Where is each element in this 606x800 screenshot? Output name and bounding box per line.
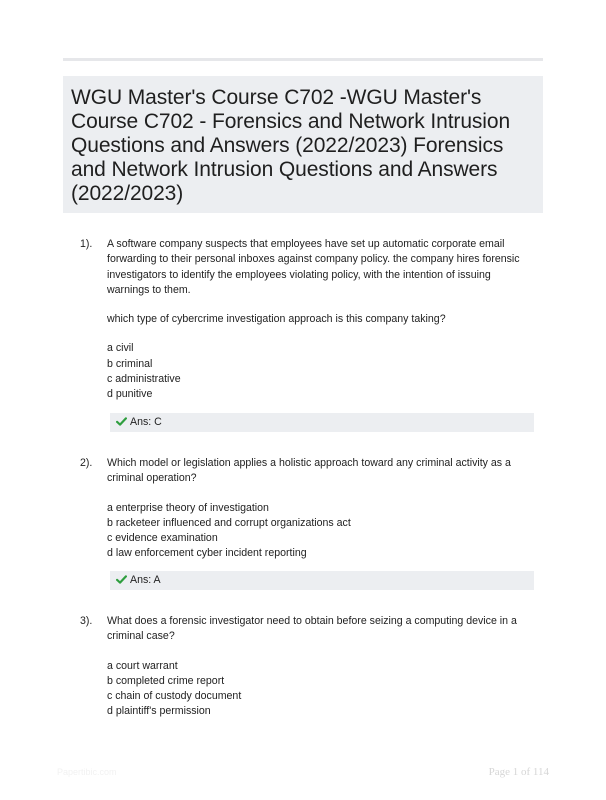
title-banner	[63, 76, 543, 213]
option-d: d law enforcement cyber incident reporting	[107, 547, 307, 560]
option-d: d punitive	[107, 388, 153, 401]
option-a: a civil	[107, 342, 134, 355]
check-icon	[116, 574, 127, 585]
answer-bar-2	[110, 571, 534, 590]
option-b: b completed crime report	[107, 674, 225, 687]
page-number: Page 1 of 114	[488, 766, 549, 778]
question-prompt: which type of cybercrime investigation approach is this company taking?	[107, 313, 446, 326]
option-a: a court warrant	[107, 659, 178, 672]
question-body	[107, 614, 535, 720]
options-list	[107, 659, 535, 720]
option-c: c chain of custody document	[107, 690, 242, 703]
option-b: b criminal	[107, 357, 153, 370]
answer-bar-1	[110, 413, 534, 432]
option-a: a enterprise theory of investigation	[107, 501, 269, 514]
top-divider	[63, 58, 543, 61]
question-text: A software company suspects that employees have set up automatic corporate email forwarding to their personal inboxes against company policy. the company hires forensic investigators to identify the employees violating policy, with the intention of issuing warnings to them.	[107, 238, 520, 296]
question-number: 2).	[80, 457, 93, 469]
question-number: 1).	[80, 238, 93, 250]
question-number: 3).	[80, 615, 93, 627]
footer-watermark: Papertibic.com	[57, 767, 117, 777]
question-body	[107, 456, 535, 562]
option-d: d plaintiff's permission	[107, 705, 211, 718]
question-body	[107, 237, 535, 403]
option-c: c administrative	[107, 373, 181, 386]
check-icon	[116, 416, 127, 427]
question-text: What does a forensic investigator need to obtain before seizing a computing device in a criminal case?	[107, 615, 517, 643]
question-text: Which model or legislation applies a holistic approach toward any criminal activity as a criminal operation?	[107, 457, 511, 485]
options-list	[107, 501, 535, 562]
option-c: c evidence examination	[107, 532, 218, 545]
answer-text: Ans: C	[130, 416, 162, 428]
option-b: b racketeer influenced and corrupt organizations act	[107, 516, 351, 529]
document-title: WGU Master's Course C702 -WGU Master's Course C702 - Forensics and Network Intrusion Questions and Answers (2022/2023) Forensics and Network Intrusion Questions and Answers (2022/2023)	[71, 86, 511, 205]
options-list	[107, 341, 535, 402]
answer-text: Ans: A	[130, 574, 161, 586]
